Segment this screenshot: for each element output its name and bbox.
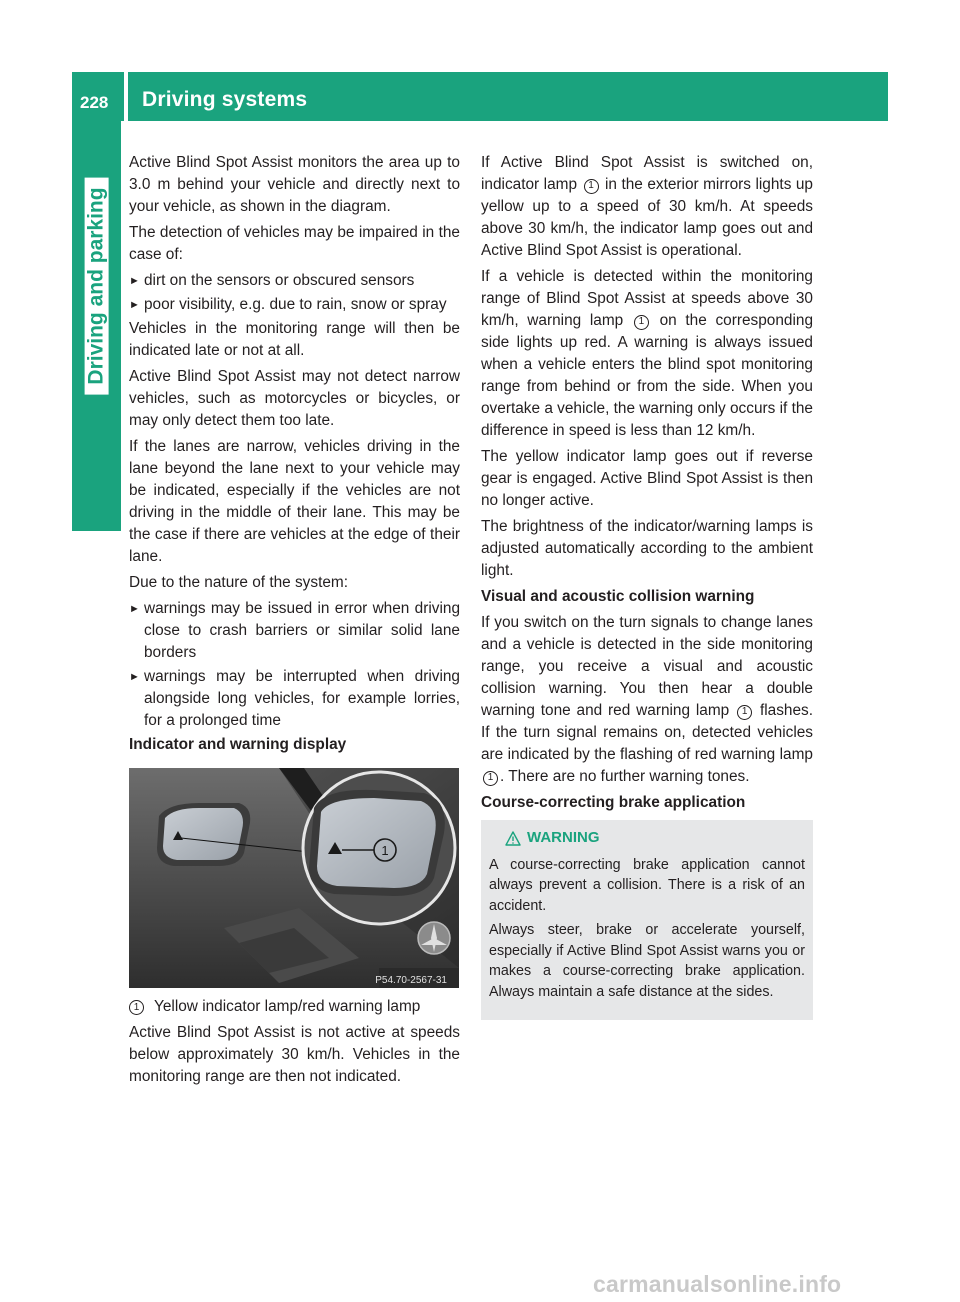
subheading: Indicator and warning display: [129, 736, 347, 753]
paragraph: Active Blind Spot Assist may not detect narrow vehicles, such as motorcycles or bicycles, or may only detect them too late.: [129, 368, 460, 429]
text-run: If you switch on the turn signals to change lanes and a vehicle is detected in the side monitoring range, you receive a visual and acoustic collision warning. You then hear a double warning tone and red warning lamp: [481, 614, 813, 719]
list-item-text: poor visibility, e.g. due to rain, snow or spray: [144, 296, 447, 313]
callout-icon: 1: [129, 1000, 144, 1015]
warning-box: [481, 820, 813, 1020]
callout-icon: 1: [634, 315, 649, 330]
header-divider: [124, 72, 128, 121]
paragraph: The brightness of the indicator/warning lamps is adjusted automatically according to the ambient light.: [481, 518, 813, 579]
paragraph: [481, 266, 813, 442]
caption-text: Yellow indicator lamp/red warning lamp: [154, 998, 421, 1015]
paragraph: Active Blind Spot Assist is not active at speeds below approximately 30 km/h. Vehicles in the monitoring range are then not indicated.: [129, 1024, 460, 1085]
text-run: flashes. If the turn signal remains on, detected vehicles are indicated by the flashing of red warning lamp: [481, 702, 813, 763]
paragraph: [481, 612, 813, 788]
warning-text: Always steer, brake or accelerate yourself, especially if Active Blind Spot Assist warns you or makes a course-correcting brake application. Always maintain a safe distance at the sides.: [489, 922, 805, 1000]
callout-icon: 1: [584, 179, 599, 194]
paragraph: The yellow indicator lamp goes out if reverse gear is engaged. Active Blind Spot Assist is then no longer active.: [481, 448, 813, 509]
list-item: [129, 666, 460, 732]
mirror-illustration: [129, 768, 459, 988]
bullet-icon: ►: [129, 671, 140, 683]
paragraph: [481, 152, 813, 262]
watermark: carmanualsonline.info: [593, 1271, 842, 1297]
figure-code: P54.70-2567-31: [375, 975, 447, 986]
text-run: If Active Blind Spot Assist is switched on, indicator lamp: [481, 154, 813, 193]
paragraph: The detection of vehicles may be impaired in the case of:: [129, 224, 460, 263]
bullet-icon: ►: [129, 603, 140, 615]
text-run: . There are no further warning tones.: [500, 768, 750, 785]
mirror-illustration-svg: [129, 768, 459, 988]
bullet-icon: ►: [129, 299, 140, 311]
text-run: in the exterior mirrors lights up yellow up to a speed of 30 km/h. At speeds above 30 km/h, the indicator lamp goes out and Active Blind Spot Assist is operational.: [481, 176, 813, 259]
side-tab-label: Driving and parking: [85, 177, 109, 394]
list-item: [129, 598, 460, 664]
warning-text: A course-correcting brake application cannot always prevent a collision. There is a risk of an accident.: [489, 856, 805, 914]
paragraph: If the lanes are narrow, vehicles driving in the lane beyond the lane next to your vehicle may be indicated, especially if the vehicles are not driving in the middle of their lane. This may be the case if there are vehicles at the edge of their lane.: [129, 438, 460, 565]
callout-icon: 1: [737, 705, 752, 720]
left-column: [129, 152, 460, 1092]
callout-icon: 1: [483, 771, 498, 786]
text-run: on the corresponding side lights up red. A warning is always issued when a vehicle enters the blind spot monitoring range from behind or from the side. When you overtake a vehicle, the warning only occurs if the difference in speed is less than 12 km/h.: [481, 312, 814, 439]
list-item-text: warnings may be issued in error when driving close to crash barriers or similar solid lane borders: [144, 600, 460, 661]
paragraph: Vehicles in the monitoring range will then be indicated late or not at all.: [129, 320, 460, 359]
text-run: If a vehicle is detected within the monitoring range of Blind Spot Assist at speeds above 30 km/h, warning lamp: [481, 268, 813, 329]
list-item: [129, 294, 460, 316]
right-column: [481, 152, 813, 1020]
list-item-text: dirt on the sensors or obscured sensors: [144, 272, 415, 289]
list-item-text: warnings may be interrupted when driving alongside long vehicles, for example lorries, for a prolonged time: [144, 668, 460, 729]
figure-caption: [129, 996, 460, 1018]
list-item: [129, 270, 460, 292]
paragraph: Active Blind Spot Assist monitors the area up to 3.0 m behind your vehicle and directly next to your vehicle, as shown in the diagram.: [129, 154, 460, 215]
warning-title: WARNING: [527, 829, 600, 846]
bullet-icon: ►: [129, 275, 140, 287]
side-tab-label-wrap: [72, 121, 121, 451]
warning-header: [505, 828, 805, 849]
paragraph: Due to the nature of the system:: [129, 574, 349, 591]
warning-triangle-icon: [505, 831, 521, 846]
callout-number: 1: [381, 843, 389, 858]
subheading: Course-correcting brake application: [481, 794, 746, 811]
subheading: Visual and acoustic collision warning: [481, 588, 755, 605]
page-number: 228: [80, 93, 109, 112]
section-title: Driving systems: [142, 88, 308, 111]
